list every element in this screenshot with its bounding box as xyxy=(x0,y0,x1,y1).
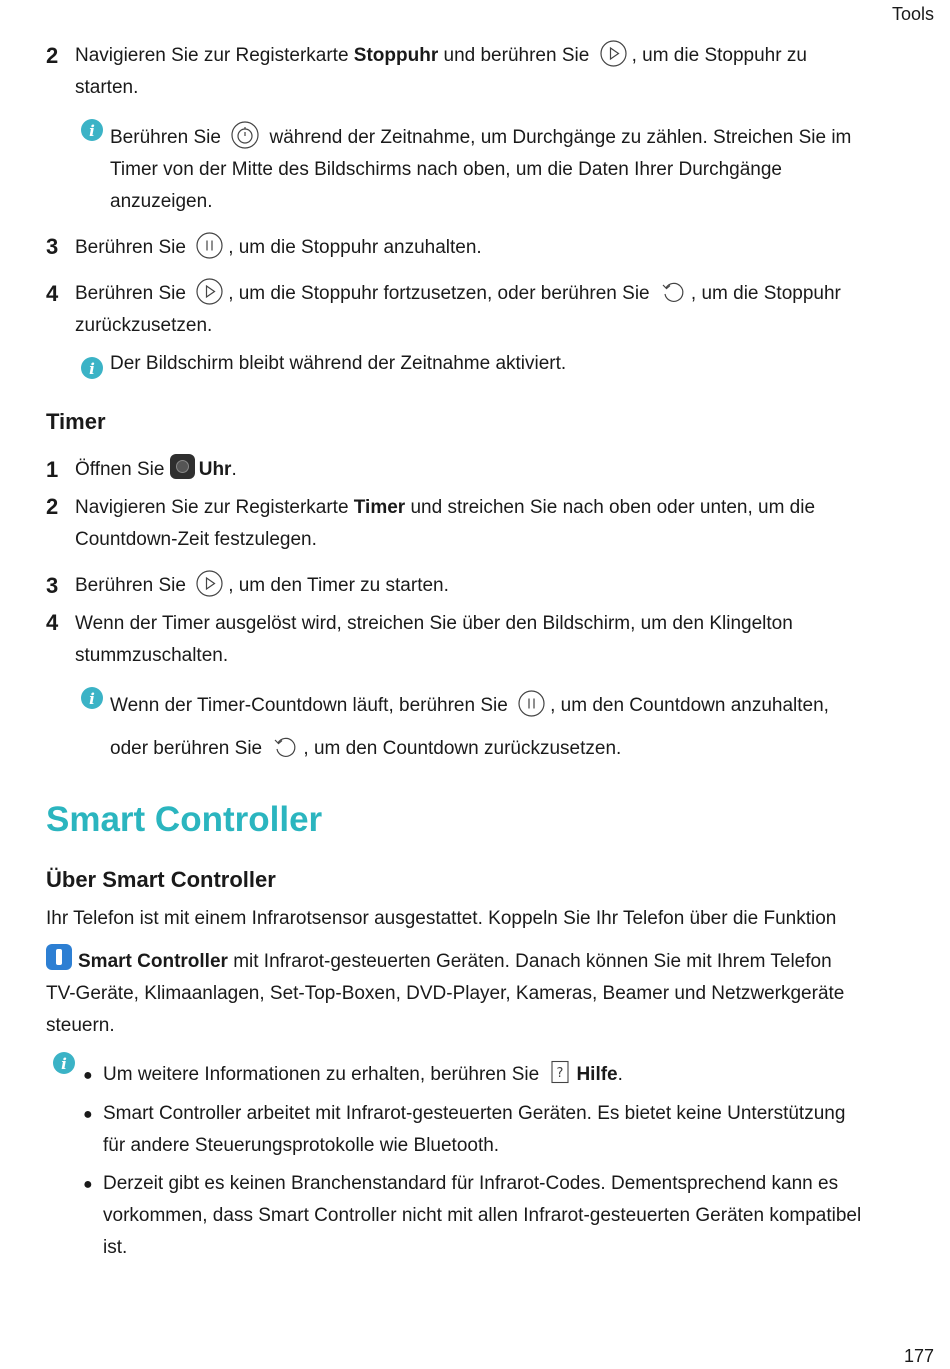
intro-paragraph: Ihr Telefon ist mit einem Infrarotsensor ausgestattet. Koppeln Sie Ihr Telefon über die Funktion Smart Controller mit Infrarot-gesteuerten Geräten. Danach können Sie mit Ihrem Telefon TV-Geräte, Klimaanlagen, Set-Top-Boxen, DVD-Player, Kameras, Beamer und Netzwerkgeräte steuern. xyxy=(46,908,845,1036)
bullet-marker: ● xyxy=(83,1106,93,1123)
svg-text:?: ? xyxy=(557,1066,564,1081)
lap-icon xyxy=(231,121,259,149)
step-text: Navigieren Sie zur Registerkarte Timer und streichen Sie nach oben oder unten, um die Countdown-Zeit festzulegen. xyxy=(75,497,816,550)
play-icon xyxy=(600,40,627,67)
svg-text:i: i xyxy=(61,1055,67,1073)
step-number: 3 xyxy=(46,573,59,598)
bullet-item: Smart Controller arbeitet mit Infrarot-gesteuerten Geräten. Es bietet keine Unterstützung für andere Steuerungsprotokolle wie Bluetooth. xyxy=(103,1103,846,1156)
svg-text:i: i xyxy=(89,360,95,378)
pause-icon xyxy=(196,232,223,259)
step-number: 1 xyxy=(46,457,59,482)
bullet-item: Derzeit gibt es keinen Branchenstandard für Infrarot-Codes. Dementsprechend kann es vorkommen, dass Smart Controller nicht mit allen Infrarot-gesteuerten Geräten kompatibel ist. xyxy=(103,1173,862,1258)
step-text: Berühren Sie , um die Stoppuhr fortzusetzen, oder berühren Sie , um die Stoppuhr zurückzusetzen. xyxy=(75,278,910,342)
bullet-marker: ● xyxy=(83,1176,93,1193)
clock-app-icon xyxy=(170,454,195,479)
help-icon xyxy=(549,1060,571,1086)
play-icon xyxy=(196,570,223,597)
step-number: 2 xyxy=(46,43,59,68)
step-text: Berühren Sie , um den Timer zu starten. xyxy=(75,570,910,602)
step-text: Öffnen Sie Uhr. xyxy=(75,454,910,486)
bullet-item: Um weitere Informationen zu erhalten, berühren Sie ? Hilfe. xyxy=(103,1059,920,1091)
info-icon xyxy=(53,1052,75,1074)
note-text: Der Bildschirm bleibt während der Zeitnahme aktiviert. xyxy=(110,353,567,374)
bullet-marker: ● xyxy=(83,1067,93,1084)
info-icon xyxy=(81,119,103,141)
section-heading: Über Smart Controller xyxy=(46,867,276,892)
step-text: Berühren Sie , um die Stoppuhr anzuhalten. xyxy=(75,232,910,264)
svg-text:i: i xyxy=(89,690,95,708)
step-number: 2 xyxy=(46,494,59,519)
svg-text:i: i xyxy=(89,122,95,140)
play-icon xyxy=(196,278,223,305)
note-text: Berühren Sie während der Zeitnahme, um Durchgänge zu zählen. Streichen Sie im Timer von der Mitte des Bildschirms nach oben, um die Daten Ihrer Durchgänge anzuzeigen. xyxy=(110,121,910,218)
reset-icon xyxy=(272,734,298,760)
note-text: Wenn der Timer-Countdown läuft, berühren Sie , um den Countdown anzuhalten, oder berühren Sie , um den Countdown zurückzusetzen. xyxy=(110,684,910,770)
page-header: Tools xyxy=(891,4,934,24)
step-number: 4 xyxy=(46,610,59,635)
step-text: Wenn der Timer ausgelöst wird, streichen Sie über den Bildschirm, um den Klingelton stummzuschalten. xyxy=(75,613,793,666)
step-number: 3 xyxy=(46,234,59,259)
chapter-title: Smart Controller xyxy=(46,800,323,839)
step-number: 4 xyxy=(46,281,59,306)
info-icon xyxy=(81,357,103,379)
pause-icon xyxy=(518,690,545,717)
reset-icon xyxy=(660,279,686,305)
step-text: Navigieren Sie zur Registerkarte Stoppuhr und berühren Sie , um die Stoppuhr zu starten. xyxy=(75,40,910,104)
smart-controller-app-icon xyxy=(46,944,72,970)
page-number: 177 xyxy=(903,1346,934,1366)
section-heading: Timer xyxy=(46,409,106,434)
info-icon xyxy=(81,687,103,709)
